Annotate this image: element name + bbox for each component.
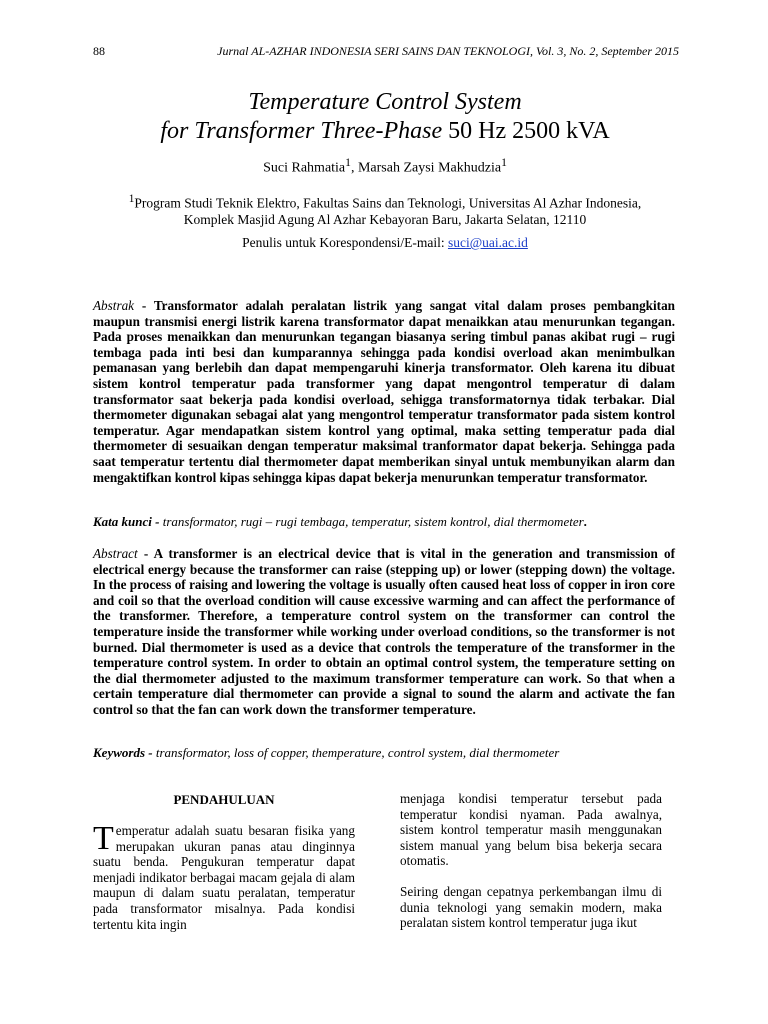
abstrak-lead: Abstrak <box>93 298 135 313</box>
drop-cap: T <box>93 820 114 857</box>
abstrak-text: Transformator adalah peralatan listrik yang sangat vital dalam proses pembangkitan maupun transmisi energi listrik karena transformator dapat menaikkan atau menurunkan tegangan. Pada proses menaikkan dan menurunkan tegangan biasanya sering timbul panas akibat rugi – rugi tembaga pada inti besi dan kumparannya sehingga pada kondisi overload akan menimbulkan pemanasan yang berlebih dan dapat mempengaruhi kinerja transformator. Oleh karena itu dibuat sistem kontrol temperatur pada transformer yang dapat mengontrol temperatur di dalam transformator saat bekerja pada kondisi overload, sehigga transformatornya tidak terbakar. Dial thermometer digunakan sebagai alat yang mengontrol temperatur transformator pada sistem kontrol temperatur. Agar mendapatkan sistem kontrol yang optimal, maka setting temperatur pada dial thermometer di sesuaikan dengan temperatur maksimal tranformator dapat bekerja. Sehingga pada saat temperatur tertentu dial thermometer dapat memberikan sinyal untuk membunyikan alarm dan mengaktifkan kontrol kipas sehingga kipas dapat bekerja menurunkan temperatur transformator. <box>93 298 675 485</box>
author-2: Marsah Zaysi Makhudzia <box>357 160 502 176</box>
author-1: Suci Rahmatia <box>263 160 346 176</box>
kata-kunci-end: . <box>583 514 587 529</box>
correspondence-label: Penulis untuk Korespondensi/E-mail: <box>242 235 448 250</box>
kata-kunci-terms: transformator, rugi – rugi tembaga, temperatur, sistem kontrol, dial thermometer <box>159 514 584 529</box>
keywords <box>93 745 675 761</box>
keywords-terms: transformator, loss of copper, themperature, control system, dial thermometer <box>152 745 560 760</box>
right-paragraph-1: menjaga kondisi temperatur tersebut pada temperatur kondisi nyaman. Pada awalnya, sistem kontrol temperatur masih menggunakan sistem manual yang belum bisa bekerja secara otomatis. <box>400 791 662 869</box>
affiliation-marker: 1 <box>128 193 135 205</box>
email-link[interactable]: suci@uai.ac.id <box>447 235 528 250</box>
abstrak-block <box>93 298 675 485</box>
affiliation-line-1-text: Program Studi Teknik Elektro, Fakultas Sains dan Teknologi, Universitas Al Azhar Indonesia, <box>134 195 642 211</box>
left-paragraph: emperatur adalah suatu besaran fisika yang merupakan ukuran panas atau dinginnya suatu benda. Pengukuran temperatur dapat menjadi indikator berbagai macam gejala di alam maupun di dalam suatu peralatan, temperatur pada transformator misalnya. Pada kondisi tertentu kita ingin <box>93 823 355 932</box>
affiliation <box>90 191 680 228</box>
author-list <box>90 156 680 177</box>
abstrak-dash: - <box>134 298 154 313</box>
keywords-lead: Keywords - <box>93 745 153 760</box>
abstract-block <box>93 546 675 718</box>
author-2-affil: 1 <box>501 156 507 169</box>
running-header <box>93 44 679 59</box>
title-line-1: Temperature Control System <box>248 89 522 115</box>
abstract-text: A transformer is an electrical device that is vital in the generation and transmission of electrical energy because the transformer can raise (stepping up) or lower (stepping down) the voltage. In the process of raising and lowering the voltage is usually often caused heat loss of copper in iron core and coil so that the overload condition will cause excessive warming and can affect the performance of the transformer. Therefore, a temperature control system on the transformer can control the temperature inside the transformer while working under overload conditions, so the transformer is not burned. Dial thermometer is used as a device that controls the temperature of the transformer in the temperature control system. In order to obtain an optimal control system, the temperature setting on the dial thermometer adjusted to the maximum transformer temperature can work. So that when a certain temperature dial thermometer can provide a signal to sound the alarm and activate the fan control so that the fan can work down the transformer temperature. <box>93 546 675 717</box>
correspondence <box>90 235 680 251</box>
body-right-column <box>400 791 662 946</box>
paper-title <box>90 88 680 146</box>
title-line-2-italic: for Transformer Three-Phase <box>160 118 449 144</box>
body-left-column <box>93 820 355 932</box>
author-separator: , <box>350 160 358 176</box>
author-1-affil: 1 <box>345 156 351 169</box>
page-number: 88 <box>93 44 105 58</box>
affiliation-line-1 <box>90 191 680 212</box>
title-line-2-plain: 50 Hz 2500 kVA <box>448 118 610 144</box>
right-paragraph-2: Seiring dengan cepatnya perkembangan ilmu di dunia teknologi yang semakin modern, maka peralatan sistem kontrol temperatur juga ikut <box>400 883 662 931</box>
affiliation-line-2: Komplek Masjid Agung Al Azhar Kebayoran Baru, Jakarta Selatan, 12110 <box>183 211 587 227</box>
title-line-2 <box>90 117 680 146</box>
abstract-dash: - <box>137 546 154 561</box>
kata-kunci <box>93 514 675 530</box>
kata-kunci-lead: Kata kunci - <box>93 514 160 529</box>
abstract-lead: Abstract <box>93 546 138 561</box>
section-heading-pendahuluan: PENDAHULUAN <box>173 792 275 807</box>
journal-citation: Jurnal AL-AZHAR INDONESIA SERI SAINS DAN TEKNOLOGI, Vol. 3, No. 2, September 2015 <box>217 44 679 58</box>
